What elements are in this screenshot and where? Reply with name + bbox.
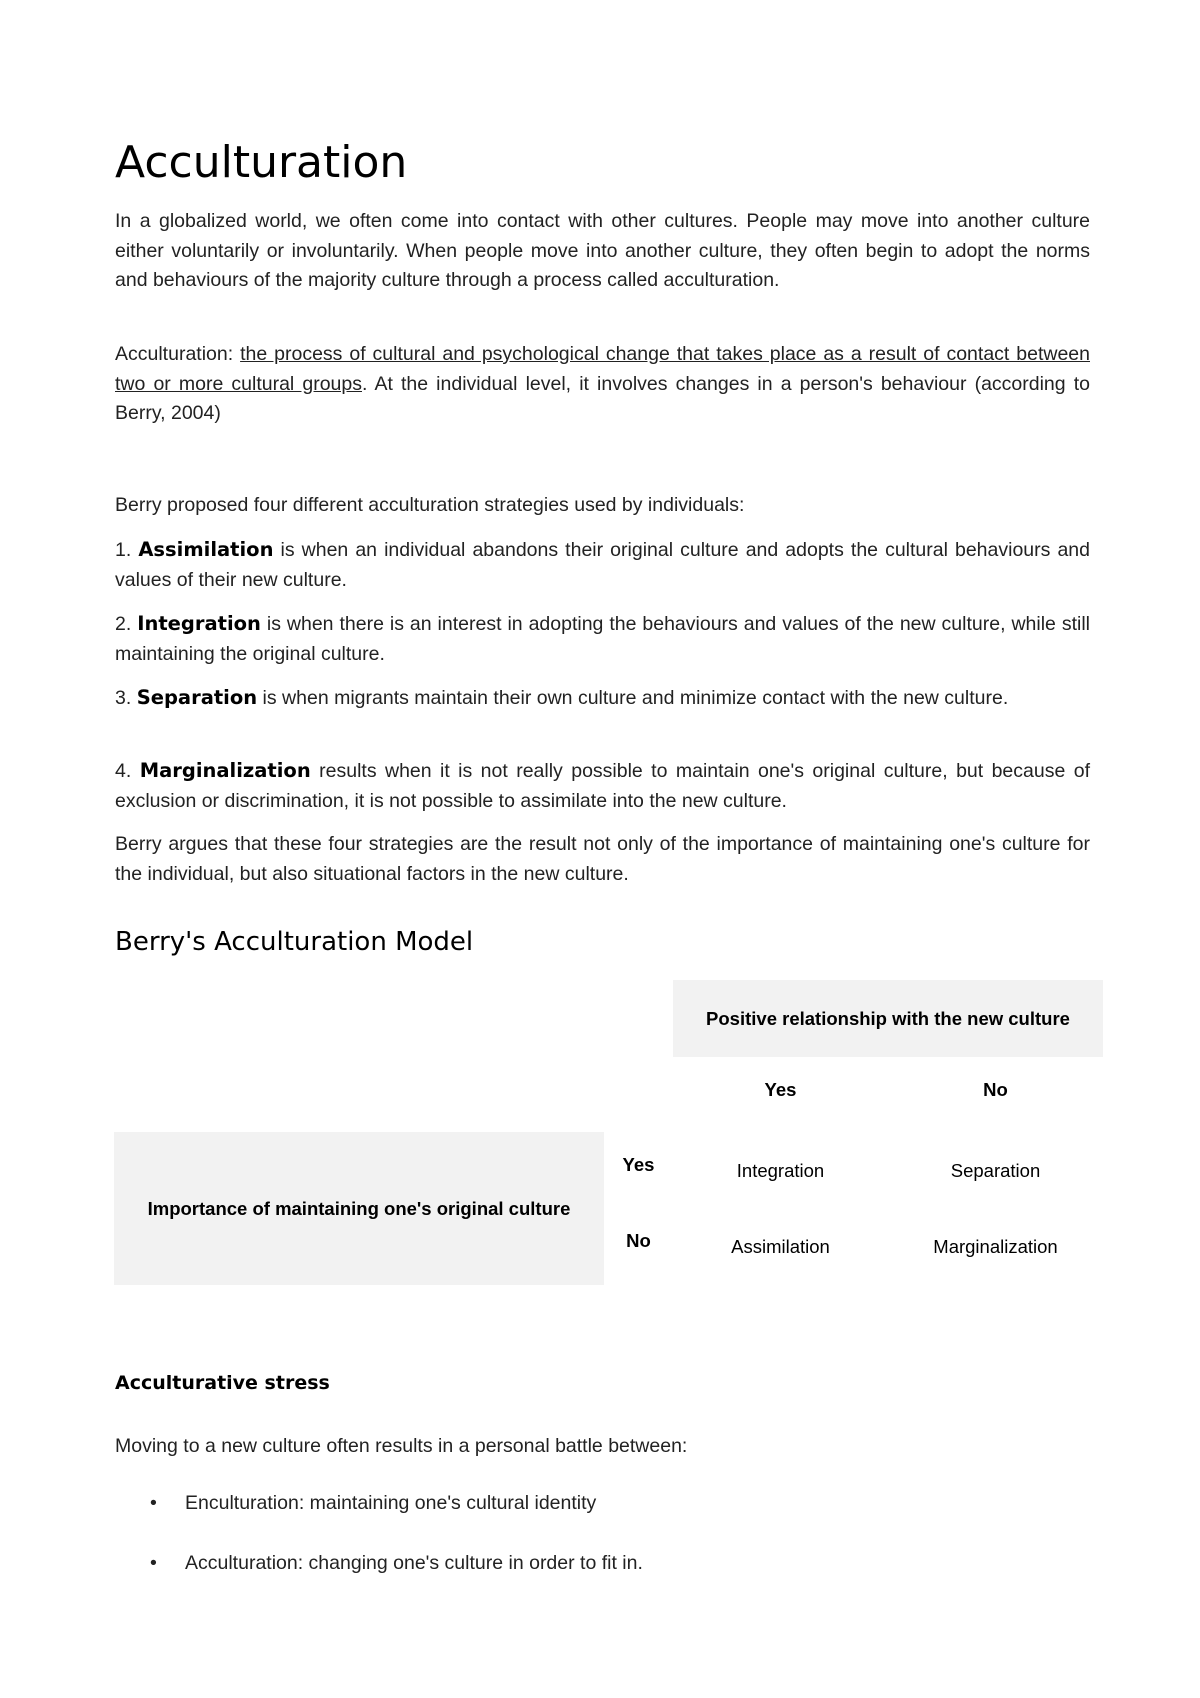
row-header: Importance of maintaining one's original culture (114, 1132, 604, 1285)
strategy-item-assimilation (115, 535, 1090, 595)
list-item (150, 1552, 643, 1575)
strategy-text: is when there is an interest in adopting the behaviours and values of the new culture, while still maintaining the original culture. (115, 613, 1090, 665)
strategy-number: 1. (115, 539, 139, 561)
row-yes-label: Yes (622, 1154, 655, 1175)
strategy-number: 3. (115, 687, 137, 709)
column-header: Positive relationship with the new culture (673, 980, 1103, 1057)
strategy-item-marginalization (115, 756, 1090, 816)
definition-rest: . At the individual level, it involves changes in a person's behaviour (according to Berry, 2004) (115, 372, 1090, 424)
list-item-text: Acculturation: changing one's culture in order to fit in. (185, 1552, 643, 1574)
stress-heading: Acculturative stress (115, 1372, 330, 1394)
cell-marginalization: Marginalization (933, 1236, 1058, 1257)
strategy-term: Integration (137, 612, 261, 635)
bullet-icon: • (150, 1552, 157, 1574)
cell-assimilation: Assimilation (731, 1236, 830, 1257)
strategy-text: is when an individual abandons their original culture and adopts the cultural behaviours and values of their new culture. (115, 539, 1090, 591)
model-heading: Berry's Acculturation Model (115, 927, 474, 957)
definition-underlined: the process of cultural and psychological change that takes place as a result of contact between two or more cultural groups (115, 343, 1090, 395)
cell-separation: Separation (950, 1160, 1041, 1181)
conclusion-paragraph: Berry argues that these four strategies are the result not only of the importance of maintaining one's culture for the individual, but also situational factors in the new culture. (115, 833, 1090, 885)
row-no-label: No (626, 1230, 651, 1251)
column-no-label: No (983, 1079, 1008, 1100)
cell-integration: Integration (736, 1160, 825, 1181)
strategy-term: Assimilation (138, 538, 274, 561)
strategy-item-integration (115, 609, 1090, 669)
strategy-term: Marginalization (139, 759, 311, 782)
column-yes-label: Yes (764, 1079, 797, 1100)
strategy-item-separation (115, 683, 1090, 714)
page-title: Acculturation (115, 137, 408, 188)
strategy-text: results when it is not really possible to maintain one's original culture, but because of exclusion or discrimination, it is not possible to assimilate into the new culture. (115, 760, 1090, 812)
definition-label: Acculturation: (115, 343, 241, 365)
list-item (150, 1492, 596, 1515)
intro-paragraph: In a globalized world, we often come into contact with other cultures. People may move into another culture either voluntarily or involuntarily. When people move into another culture, they often begin to adopt the norms and behaviours of the majority culture through a process called acculturation. (115, 210, 1090, 291)
bullet-icon: • (150, 1492, 157, 1514)
strategy-text: is when migrants maintain their own culture and minimize contact with the new culture. (257, 687, 1009, 709)
stress-intro: Moving to a new culture often results in a personal battle between: (115, 1435, 688, 1457)
strategy-term: Separation (136, 686, 258, 709)
strategy-number: 4. (115, 760, 140, 782)
strategies-intro: Berry proposed four different acculturation strategies used by individuals: (115, 494, 745, 516)
definition-paragraph (115, 340, 1090, 429)
strategy-number: 2. (115, 613, 138, 635)
list-item-text: Enculturation: maintaining one's cultural identity (185, 1492, 597, 1514)
